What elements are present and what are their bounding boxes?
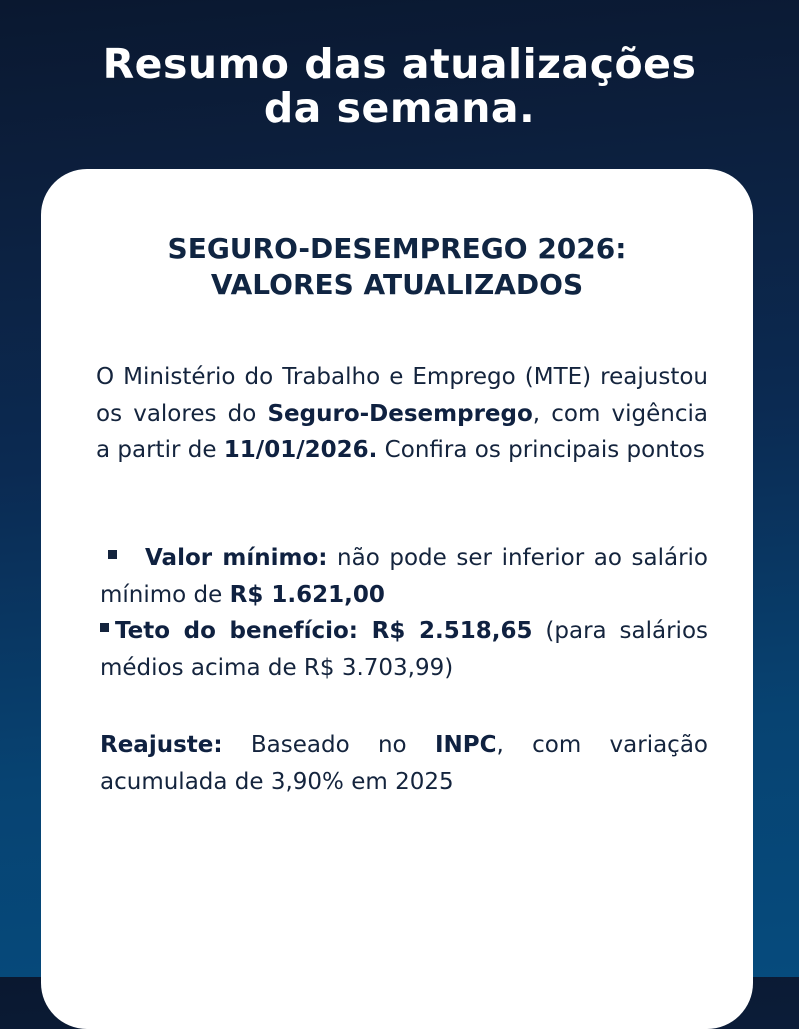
bullet-suffix: (para salários médios acima de R$ 3.703,99) bbox=[100, 618, 709, 681]
card-title-line-2: VALORES ATUALIZADOS bbox=[210, 268, 584, 301]
square-bullet-icon bbox=[108, 550, 117, 559]
reajuste-text-2: , com variação acumulada de 3,90% em 2025 bbox=[100, 732, 708, 795]
page-title bbox=[0, 42, 799, 130]
bullet-item-teto bbox=[100, 613, 708, 686]
bullet-label: Teto do benefício: bbox=[115, 618, 372, 644]
intro-text-1: O Ministério do Trabalho e Emprego (MTE) reajustou os valores do bbox=[96, 364, 708, 427]
bullet-item-valor-minimo bbox=[100, 540, 708, 613]
news-card bbox=[41, 169, 753, 1029]
page-title-line-2: da semana. bbox=[263, 84, 536, 132]
reajuste-label: Reajuste: bbox=[100, 732, 223, 758]
intro-bold-date: 11/01/2026. bbox=[223, 437, 378, 463]
reajuste-paragraph bbox=[100, 727, 708, 800]
bullet-list bbox=[100, 540, 708, 686]
bullet-label: Valor mínimo: bbox=[145, 545, 328, 571]
intro-text-2: , com vigência a partir de bbox=[96, 400, 708, 463]
bullet-text: não pode ser inferior ao salário mínimo de bbox=[100, 545, 708, 608]
bullet-value: R$ 2.518,65 bbox=[371, 618, 533, 644]
card-title-line-1: SEGURO-DESEMPREGO 2026: bbox=[167, 232, 627, 265]
intro-bold-program: Seguro-Desemprego bbox=[267, 400, 533, 427]
square-bullet-icon bbox=[100, 623, 109, 632]
bullet-value: R$ 1.621,00 bbox=[229, 581, 385, 608]
page-title-line-1: Resumo das atualizações bbox=[102, 40, 697, 88]
reajuste-bold-index: INPC bbox=[434, 732, 497, 758]
intro-paragraph bbox=[96, 359, 708, 469]
card-title bbox=[41, 231, 753, 303]
intro-text-3: Confira os principais pontos bbox=[377, 437, 705, 463]
reajuste-text-1: Baseado no bbox=[222, 732, 435, 758]
